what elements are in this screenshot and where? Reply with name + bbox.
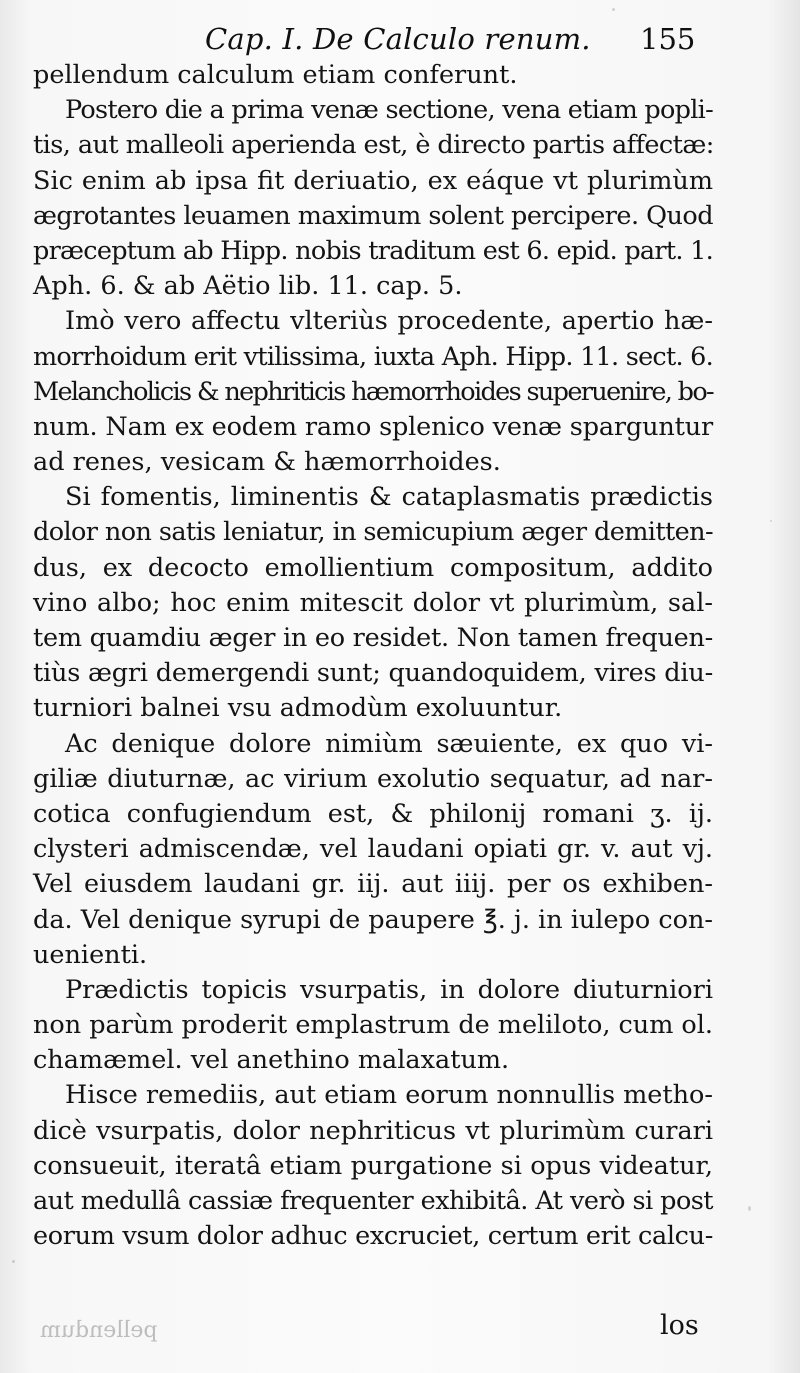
page-speck [748,1206,751,1211]
text-line: Vel eiusdem laudani gr. iij. aut iiij. per os exhiben- [33,869,713,900]
text-line: Melancholicis & nephriticis hæmorrhoides superuenire, bo- [33,376,713,407]
text-line: ægrotantes leuamen maximum solent percipere. Quod [33,200,713,231]
text-line: Ac denique dolore nimiùm sæuiente, ex quo vi- [65,728,713,759]
text-line: non parùm proderit emplastrum de meliloto, cum ol. [33,1010,713,1041]
catchword: los [660,1310,699,1341]
bleed-through-text: pellendum [40,1318,158,1343]
text-line: chamæmel. vel anethino malaxatum. [33,1045,510,1076]
text-line: clysteri admiscendæ, vel laudani opiati gr. v. aut vj. [33,834,713,865]
text-line: tiùs ægri demergendi sunt; quandoquidem, vires diu- [33,658,713,689]
text-line: dolor non satis leniatur, in semicupium æger demitten- [33,517,713,548]
text-line: aut medullâ cassiæ frequenter exhibitâ. At verò si post [33,1186,713,1216]
page-speck [770,520,772,522]
body-text [33,58,713,1254]
text-line: giliæ diuturnæ, ac virium exolutio sequatur, ad nar- [33,763,713,794]
text-line: dus, ex decocto emollientium compositum, addito [33,552,713,583]
text-line: tis, aut malleoli aperienda est, è directo partis affectæ: [33,130,714,161]
text-line: tem quamdiu æger in eo residet. Non tamen frequen- [33,623,713,653]
page-number: 155 [640,22,696,56]
text-line: eorum vsum dolor adhuc excruciet, certum erit calcu- [33,1221,713,1252]
text-line: Postero die a prima venæ sectione, vena etiam popli- [65,95,713,126]
text-line: dicè vsurpatis, dolor nephriticus vt plurimùm curari [33,1115,713,1146]
text-line: uenienti. [33,939,148,970]
text-line: Aph. 6. & ab Aëtio lib. 11. cap. 5. [33,271,463,302]
page-speck [12,1260,15,1263]
text-line: cotica confugiendum est, & philonij romani ʒ. ij. [33,798,713,829]
running-title: Cap. I. De Calculo renum. [205,22,591,56]
text-line: Imò vero affectu vlteriùs procedente, apertio hæ- [65,306,713,337]
text-line: pellendum calculum etiam conferunt. [33,60,518,90]
text-line: da. Vel denique syrupi de paupere ℥. j. in iulepo con- [33,904,713,935]
text-line: Prædictis topicis vsurpatis, in dolore diuturniori [65,974,713,1005]
text-line: Si fomentis, liminentis & cataplasmatis prædictis [65,482,713,513]
text-line: consueuit, iteratâ etiam purgatione si opus videatur, [33,1150,713,1181]
text-line: præceptum ab Hipp. nobis traditum est 6. epid. part. 1. [33,235,713,266]
text-line: Hisce remediis, aut etiam eorum nonnullis metho- [65,1080,713,1111]
text-line: Sic enim ab ipsa fit deriuatio, ex eáque vt plurimùm [33,165,713,196]
text-line: vino albo; hoc enim mitescit dolor vt plurimùm, sal- [33,587,713,618]
text-line: num. Nam ex eodem ramo splenico venæ sparguntur [33,411,713,442]
text-line: turniori balnei vsu admodùm exoluuntur. [33,693,563,724]
page-speck [612,8,615,11]
text-line: ad renes, vesicam & hæmorrhoides. [33,447,501,478]
text-line: morrhoidum erit vtilissima, iuxta Aph. Hipp. 11. sect. 6. [33,341,713,372]
